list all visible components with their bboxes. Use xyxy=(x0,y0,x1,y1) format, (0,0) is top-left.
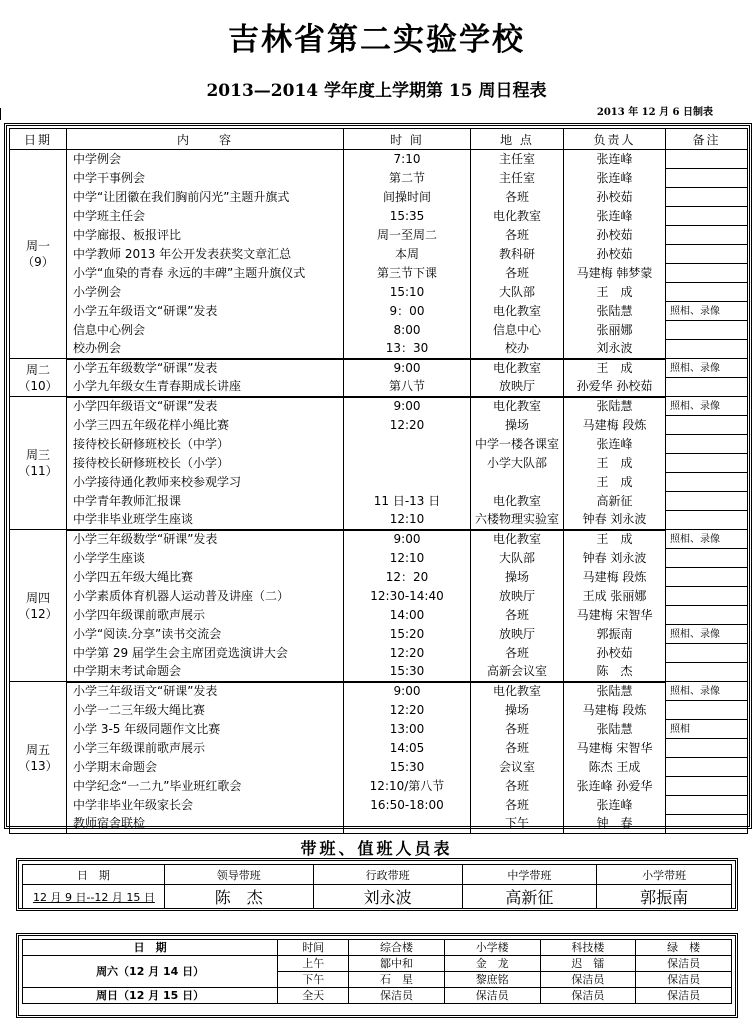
event-place: 各班 xyxy=(471,644,564,663)
event-place xyxy=(471,473,564,492)
schedule-header-row xyxy=(10,129,748,150)
event-note xyxy=(666,511,748,530)
schedule-row xyxy=(10,758,748,777)
event-content: 小学三年级数学“研课”发表 xyxy=(67,530,344,549)
event-place: 小学大队部 xyxy=(471,454,564,473)
duty-admin: 刘永波 xyxy=(313,885,462,909)
event-place: 电化教室 xyxy=(471,530,564,549)
header-place: 地 点 xyxy=(471,129,564,150)
weekend-header-time: 时间 xyxy=(278,940,349,956)
day-label-cell xyxy=(10,359,67,397)
week-number: （10） xyxy=(18,378,58,393)
event-time: 13:00 xyxy=(344,720,471,739)
event-owner: 孙爱华 孙校茹 xyxy=(564,378,666,397)
event-time: 第八节 xyxy=(344,378,471,397)
schedule-row xyxy=(10,815,748,834)
event-content: 小学九年级女生青春期成长讲座 xyxy=(67,378,344,397)
schedule-row xyxy=(10,340,748,359)
schedule-row xyxy=(10,492,748,511)
event-owner: 王 成 xyxy=(564,473,666,492)
schedule-row xyxy=(10,454,748,473)
event-owner: 陈杰 王成 xyxy=(564,758,666,777)
event-note xyxy=(666,207,748,226)
schedule-row xyxy=(10,378,748,397)
event-time: 12:30-14:40 xyxy=(344,587,471,606)
schedule-body xyxy=(10,150,748,834)
event-content: 中学廊报、板报评比 xyxy=(67,226,344,245)
event-note xyxy=(666,758,748,777)
event-content: 小学期末命题会 xyxy=(67,758,344,777)
event-content: 小学 3-5 年级同题作文比赛 xyxy=(67,720,344,739)
schedule-row xyxy=(10,625,748,644)
schedule-row xyxy=(10,682,748,701)
event-note xyxy=(666,549,748,568)
schedule-row xyxy=(10,302,748,321)
event-time: 9:00 xyxy=(344,682,471,701)
event-place: 信息中心 xyxy=(471,321,564,340)
event-place: 操场 xyxy=(471,416,564,435)
schedule-row xyxy=(10,416,748,435)
weekend-cell: 保洁员 xyxy=(636,988,732,1004)
weekend-header-date: 日 期 xyxy=(23,940,278,956)
week-number: （9） xyxy=(22,255,54,269)
event-owner: 张连峰 xyxy=(564,796,666,815)
event-place: 电化教室 xyxy=(471,302,564,321)
event-owner: 马建梅 宋智华 xyxy=(564,739,666,758)
event-place: 大队部 xyxy=(471,549,564,568)
weekend-sat-label: 周六（12 月 14 日） xyxy=(23,956,278,988)
weekend-cell: 保洁员 xyxy=(636,956,732,972)
weekend-cell: 上午 xyxy=(278,956,349,972)
event-owner: 马建梅 段炼 xyxy=(564,701,666,720)
event-place: 六楼物理实验室 xyxy=(471,511,564,530)
event-time: 15:30 xyxy=(344,758,471,777)
weekend-cell: 全天 xyxy=(278,988,349,1004)
event-time: 12:20 xyxy=(344,416,471,435)
weekend-cell: 保洁员 xyxy=(540,972,636,988)
event-content: 小学素质体育机器人运动普及讲座（二） xyxy=(67,587,344,606)
week-number: （11） xyxy=(18,464,58,478)
event-owner: 刘永波 xyxy=(564,340,666,359)
duty-header-middle: 中学带班 xyxy=(462,865,597,885)
schedule-row xyxy=(10,264,748,283)
event-content: 中学青年教师汇报课 xyxy=(67,492,344,511)
schedule-row xyxy=(10,188,748,207)
event-content: 中学非毕业年级家长会 xyxy=(67,796,344,815)
event-content: 中学例会 xyxy=(67,150,344,169)
event-time: 第二节 xyxy=(344,169,471,188)
event-owner: 郭振南 xyxy=(564,625,666,644)
week-number: （12） xyxy=(18,606,58,621)
duty-row xyxy=(23,885,732,909)
weekend-header-green: 绿 楼 xyxy=(636,940,732,956)
event-note xyxy=(666,473,748,492)
event-note xyxy=(666,150,748,169)
schedule-row xyxy=(10,587,748,606)
weekend-sun-label: 周日（12 月 15 日） xyxy=(23,988,278,1004)
schedule-subtitle: 2013—2014 学年度上学期第 15 周日程表 xyxy=(206,81,547,101)
event-owner: 孙校茹 xyxy=(564,226,666,245)
event-place: 主任室 xyxy=(471,169,564,188)
schedule-row xyxy=(10,568,748,587)
event-content: 接待校长研修班校长（小学） xyxy=(67,454,344,473)
day-label-cell xyxy=(10,150,67,359)
event-time: 14:00 xyxy=(344,606,471,625)
event-time: 8:00 xyxy=(344,321,471,340)
event-note xyxy=(666,815,748,834)
event-content: 小学三年级课前歌声展示 xyxy=(67,739,344,758)
schedule-row xyxy=(10,606,748,625)
event-time: 16:50-18:00 xyxy=(344,796,471,815)
event-owner: 马建梅 段炼 xyxy=(564,416,666,435)
weekday-label: 周四 xyxy=(25,590,50,605)
made-date: 2013 年 12 月 6 日制表 xyxy=(596,107,713,118)
event-note xyxy=(666,568,748,587)
event-time: 本周 xyxy=(344,245,471,264)
event-content: 小学三年级语文“研课”发表 xyxy=(67,682,344,701)
event-time: 12:10 xyxy=(344,549,471,568)
event-content: 中学教师 2013 年公开发表获奖文章汇总 xyxy=(67,245,344,264)
event-note xyxy=(666,606,748,625)
event-owner: 马建梅 韩梦蒙 xyxy=(564,264,666,283)
event-time: 15:35 xyxy=(344,207,471,226)
header-note: 备注 xyxy=(666,129,748,150)
day-label-cell xyxy=(10,530,67,682)
event-owner: 王 成 xyxy=(564,359,666,378)
event-owner: 钟春 刘永波 xyxy=(564,511,666,530)
schedule-table xyxy=(9,128,748,834)
event-place: 高新会议室 xyxy=(471,663,564,682)
event-owner: 王成 张丽娜 xyxy=(564,587,666,606)
event-content: 小学“血染的青春 永远的丰碑”主题升旗仪式 xyxy=(67,264,344,283)
duty-header-row xyxy=(23,865,732,885)
event-place: 电化教室 xyxy=(471,359,564,378)
event-owner: 张丽娜 xyxy=(564,321,666,340)
header-time: 时 间 xyxy=(344,129,471,150)
event-owner: 孙校茹 xyxy=(564,245,666,264)
weekend-cell: 保洁员 xyxy=(540,988,636,1004)
event-place: 各班 xyxy=(471,796,564,815)
event-owner: 钟 春 xyxy=(564,815,666,834)
event-note xyxy=(666,188,748,207)
schedule-row xyxy=(10,321,748,340)
event-note xyxy=(666,454,748,473)
event-place: 会议室 xyxy=(471,758,564,777)
weekday-label: 周三 xyxy=(25,448,50,462)
schedule-row xyxy=(10,435,748,454)
event-owner: 孙校茹 xyxy=(564,644,666,663)
event-content: 中学“让团徽在我们胸前闪光”主题升旗式 xyxy=(67,188,344,207)
event-time: 周一至周二 xyxy=(344,226,471,245)
schedule-row xyxy=(10,739,748,758)
weekend-table xyxy=(22,939,732,1004)
event-content: 中学班主任会 xyxy=(67,207,344,226)
event-time: 15:30 xyxy=(344,663,471,682)
event-content: 中学非毕业班学生座谈 xyxy=(67,511,344,530)
schedule-row xyxy=(10,530,748,549)
event-note xyxy=(666,796,748,815)
event-time: 12:10/第八节 xyxy=(344,777,471,796)
event-owner: 张连峰 xyxy=(564,169,666,188)
schedule-row xyxy=(10,150,748,169)
event-content: 信息中心例会 xyxy=(67,321,344,340)
event-time: 12:20 xyxy=(344,701,471,720)
event-content: 小学学生座谈 xyxy=(67,549,344,568)
event-time: 15:20 xyxy=(344,625,471,644)
duty-header-admin: 行政带班 xyxy=(313,865,462,885)
event-owner: 张连峰 xyxy=(564,150,666,169)
event-note: 照相、录像 xyxy=(666,397,748,416)
day-label-cell xyxy=(10,682,67,834)
weekday-label: 周二 xyxy=(25,362,50,377)
margin-mark xyxy=(0,108,4,120)
weekend-header-primary: 小学楼 xyxy=(444,940,540,956)
event-time xyxy=(344,454,471,473)
schedule-row xyxy=(10,663,748,682)
schedule-row xyxy=(10,397,748,416)
event-note: 照相、录像 xyxy=(666,359,748,378)
event-owner: 马建梅 段炼 xyxy=(564,568,666,587)
event-place: 操场 xyxy=(471,568,564,587)
event-content: 小学三四五年级花样小绳比赛 xyxy=(67,416,344,435)
event-owner: 张连峰 孙爱华 xyxy=(564,777,666,796)
duty-middle: 高新征 xyxy=(462,885,597,909)
event-content: 小学四五年级大绳比赛 xyxy=(67,568,344,587)
event-place: 各班 xyxy=(471,188,564,207)
event-place: 教科研 xyxy=(471,245,564,264)
event-time: 9:00 xyxy=(344,397,471,416)
event-owner: 张连峰 xyxy=(564,435,666,454)
event-time: 间操时间 xyxy=(344,188,471,207)
event-place: 电化教室 xyxy=(471,397,564,416)
event-note xyxy=(666,226,748,245)
event-time: 12：20 xyxy=(344,568,471,587)
event-place: 主任室 xyxy=(471,150,564,169)
duty-table xyxy=(22,864,732,909)
event-place: 下午 xyxy=(471,815,564,834)
event-owner: 张陆慧 xyxy=(564,682,666,701)
event-owner: 张陆慧 xyxy=(564,302,666,321)
event-note xyxy=(666,245,748,264)
event-place: 放映厅 xyxy=(471,625,564,644)
event-content: 校办例会 xyxy=(67,340,344,359)
schedule-row xyxy=(10,511,748,530)
event-time: 7:10 xyxy=(344,150,471,169)
schedule-row xyxy=(10,169,748,188)
event-owner: 高新征 xyxy=(564,492,666,511)
duty-leader: 陈 杰 xyxy=(164,885,313,909)
event-owner: 钟春 刘永波 xyxy=(564,549,666,568)
event-content: 小学一二三年级大绳比赛 xyxy=(67,701,344,720)
duty-title: 带班、值班人员表 xyxy=(300,839,453,858)
weekend-cell: 鄒中和 xyxy=(349,956,445,972)
school-title: 吉林省第二实验学校 xyxy=(228,22,525,58)
weekend-cell: 黎庶铭 xyxy=(444,972,540,988)
schedule-frame xyxy=(4,123,752,829)
event-note xyxy=(666,264,748,283)
event-place: 放映厅 xyxy=(471,587,564,606)
event-content: 小学接待通化教师来校参观学习 xyxy=(67,473,344,492)
event-time: 9：00 xyxy=(344,302,471,321)
event-time: 13：30 xyxy=(344,340,471,359)
weekend-cell: 石 星 xyxy=(349,972,445,988)
schedule-row xyxy=(10,777,748,796)
event-content: 小学四年级课前歌声展示 xyxy=(67,606,344,625)
event-note: 照相 xyxy=(666,720,748,739)
event-time: 15:10 xyxy=(344,283,471,302)
weekend-cell: 保洁员 xyxy=(349,988,445,1004)
event-content: 中学期末考试命题会 xyxy=(67,663,344,682)
schedule-row xyxy=(10,226,748,245)
event-content: 中学干事例会 xyxy=(67,169,344,188)
event-note xyxy=(666,283,748,302)
header-content: 内 容 xyxy=(67,129,344,150)
weekend-cell: 保洁员 xyxy=(444,988,540,1004)
event-note xyxy=(666,739,748,758)
weekend-cell: 迟 镭 xyxy=(540,956,636,972)
event-time: 9:00 xyxy=(344,359,471,378)
event-owner: 王 成 xyxy=(564,454,666,473)
weekend-row-sat-am xyxy=(23,956,732,972)
duty-header-primary: 小学带班 xyxy=(597,865,732,885)
event-place: 校办 xyxy=(471,340,564,359)
event-time: 14:05 xyxy=(344,739,471,758)
event-note xyxy=(666,435,748,454)
event-time: 12:20 xyxy=(344,644,471,663)
event-owner: 马建梅 宋智华 xyxy=(564,606,666,625)
event-place: 操场 xyxy=(471,701,564,720)
event-place: 各班 xyxy=(471,739,564,758)
duty-header-date: 日 期 xyxy=(23,865,165,885)
event-content: 小学五年级语文“研课”发表 xyxy=(67,302,344,321)
schedule-row xyxy=(10,473,748,492)
event-note: 照相、录像 xyxy=(666,625,748,644)
schedule-row xyxy=(10,720,748,739)
event-note xyxy=(666,416,748,435)
event-content: 中学纪念“一二九”毕业班红歌会 xyxy=(67,777,344,796)
duty-frame xyxy=(16,858,738,911)
schedule-row xyxy=(10,796,748,815)
duty-date: 12 月 9 日--12 月 15 日 xyxy=(23,885,165,909)
weekend-cell: 保洁员 xyxy=(636,972,732,988)
event-time: 第三节下课 xyxy=(344,264,471,283)
event-note xyxy=(666,663,748,682)
schedule-row xyxy=(10,359,748,378)
schedule-row xyxy=(10,207,748,226)
event-time xyxy=(344,473,471,492)
event-place: 中学一楼各课室 xyxy=(471,435,564,454)
event-note: 照相、录像 xyxy=(666,682,748,701)
event-content: 小学五年级数学“研课”发表 xyxy=(67,359,344,378)
weekday-label: 周五 xyxy=(25,742,50,757)
weekend-header-row xyxy=(23,940,732,956)
event-place: 各班 xyxy=(471,720,564,739)
event-content: 教师宿舍联检 xyxy=(67,815,344,834)
event-owner: 张陆慧 xyxy=(564,720,666,739)
weekday-label: 周一 xyxy=(25,239,50,253)
event-place: 各班 xyxy=(471,777,564,796)
schedule-row xyxy=(10,245,748,264)
event-note xyxy=(666,644,748,663)
event-note xyxy=(666,340,748,359)
day-label-cell xyxy=(10,397,67,530)
event-note xyxy=(666,321,748,340)
event-owner: 陈 杰 xyxy=(564,663,666,682)
event-time: 12:10 xyxy=(344,511,471,530)
event-place: 各班 xyxy=(471,606,564,625)
header-date: 日期 xyxy=(10,129,67,150)
schedule-row xyxy=(10,644,748,663)
week-number: （13） xyxy=(18,758,58,773)
duty-header-leader: 领导带班 xyxy=(164,865,313,885)
weekend-cell: 下午 xyxy=(278,972,349,988)
event-note: 照相、录像 xyxy=(666,302,748,321)
event-owner: 孙校茹 xyxy=(564,188,666,207)
event-note: 照相、录像 xyxy=(666,530,748,549)
event-time xyxy=(344,435,471,454)
schedule-row xyxy=(10,701,748,720)
event-content: 小学“阅读.分享”读书交流会 xyxy=(67,625,344,644)
event-note xyxy=(666,378,748,397)
event-place: 大队部 xyxy=(471,283,564,302)
event-place: 电化教室 xyxy=(471,492,564,511)
event-time: 11 日-13 日 xyxy=(344,492,471,511)
event-time: 9:00 xyxy=(344,530,471,549)
event-owner: 张陆慧 xyxy=(564,397,666,416)
event-note xyxy=(666,169,748,188)
schedule-row xyxy=(10,283,748,302)
header-owner: 负责人 xyxy=(564,129,666,150)
event-place: 电化教室 xyxy=(471,207,564,226)
weekend-row-sun xyxy=(23,988,732,1004)
weekend-header-complex: 综合楼 xyxy=(349,940,445,956)
event-content: 小学四年级语文“研课”发表 xyxy=(67,397,344,416)
event-note xyxy=(666,701,748,720)
event-time xyxy=(344,815,471,834)
event-content: 接待校长研修班校长（中学） xyxy=(67,435,344,454)
weekend-header-tech: 科技楼 xyxy=(540,940,636,956)
event-place: 电化教室 xyxy=(471,682,564,701)
event-owner: 张连峰 xyxy=(564,207,666,226)
duty-primary: 郭振南 xyxy=(597,885,732,909)
event-note xyxy=(666,587,748,606)
event-place: 各班 xyxy=(471,226,564,245)
schedule-row xyxy=(10,549,748,568)
event-content: 小学例会 xyxy=(67,283,344,302)
event-owner: 王 成 xyxy=(564,283,666,302)
event-content: 中学第 29 届学生会主席团竞选演讲大会 xyxy=(67,644,344,663)
event-place: 各班 xyxy=(471,264,564,283)
event-note xyxy=(666,492,748,511)
weekend-cell: 金 龙 xyxy=(444,956,540,972)
event-note xyxy=(666,777,748,796)
event-place: 放映厅 xyxy=(471,378,564,397)
event-owner: 王 成 xyxy=(564,530,666,549)
weekend-frame xyxy=(16,933,738,1018)
